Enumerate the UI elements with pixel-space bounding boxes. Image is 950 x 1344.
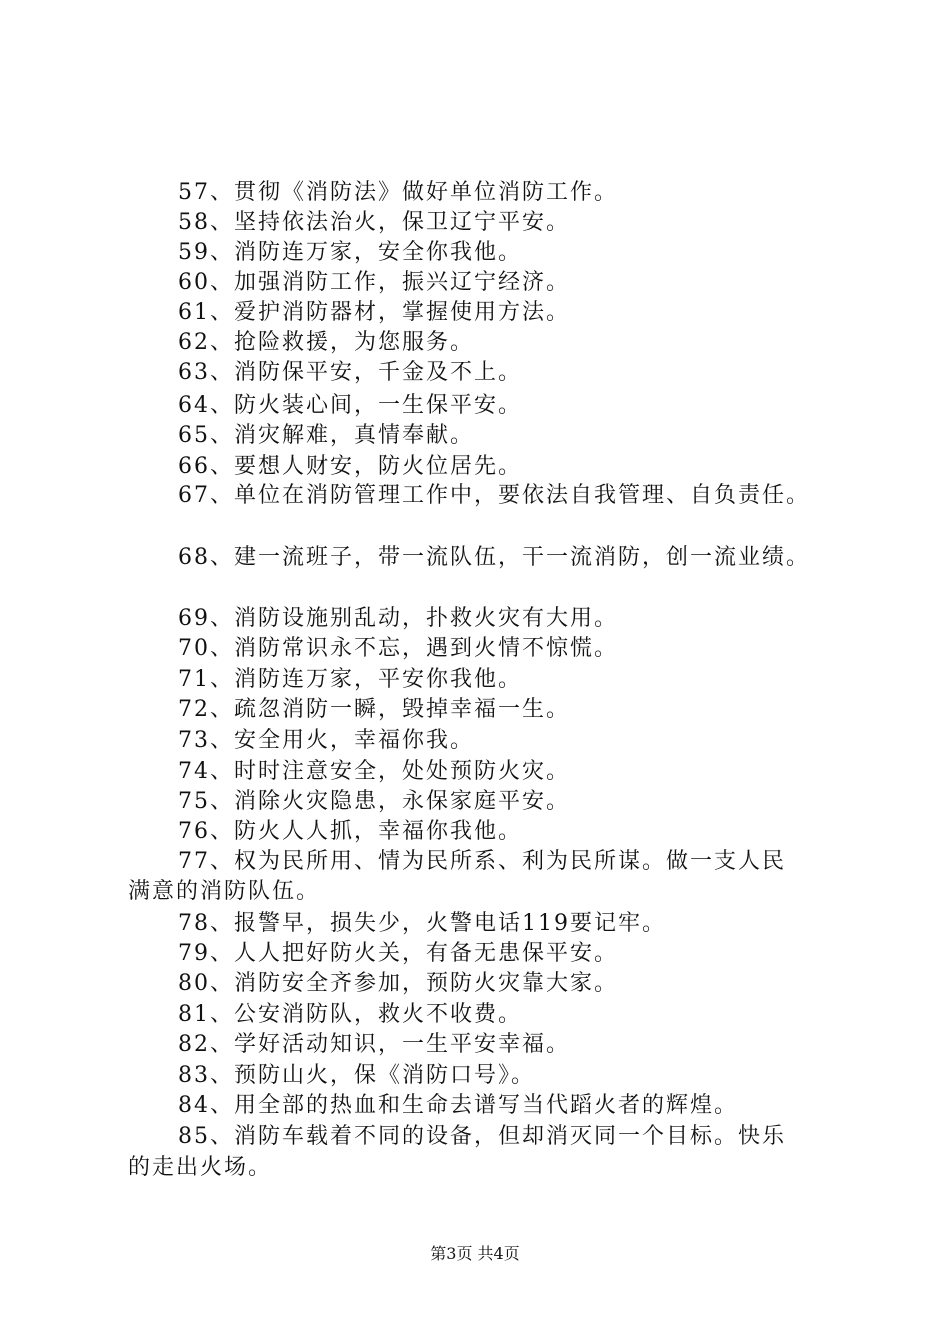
slogan-line: 72、疏忽消防一瞬，毁掉幸福一生。	[178, 697, 570, 722]
slogan-line: 74、时时注意安全，处处预防火灾。	[178, 759, 570, 784]
slogan-line: 59、消防连万家，安全你我他。	[178, 240, 522, 265]
slogan-line: 68、建一流班子，带一流队伍，干一流消防，创一流业绩。	[178, 545, 810, 570]
slogan-line: 85、消防车载着不同的设备，但却消灭同一个目标。快乐	[178, 1124, 786, 1149]
slogan-line-continued: 满意的消防队伍。	[128, 879, 321, 904]
slogan-line: 84、用全部的热血和生命去谱写当代蹈火者的辉煌。	[178, 1093, 738, 1118]
slogan-line: 82、学好活动知识，一生平安幸福。	[178, 1032, 570, 1057]
slogan-line: 79、人人把好防火关，有备无患保平安。	[178, 941, 618, 966]
slogan-line: 61、爱护消防器材，掌握使用方法。	[178, 300, 570, 325]
slogan-line: 75、消除火灾隐患，永保家庭平安。	[178, 789, 570, 814]
slogan-line: 65、消灾解难，真情奉献。	[178, 423, 474, 448]
slogan-line: 69、消防设施别乱动，扑救火灾有大用。	[178, 606, 618, 631]
slogan-line: 80、消防安全齐参加，预防火灾靠大家。	[178, 971, 618, 996]
slogan-line: 63、消防保平安，千金及不上。	[178, 360, 522, 385]
slogan-line: 70、消防常识永不忘，遇到火情不惊慌。	[178, 636, 618, 661]
page-number-footer: 第3页 共4页	[430, 1244, 520, 1263]
slogan-line: 57、贯彻《消防法》做好单位消防工作。	[178, 180, 618, 205]
slogan-line: 66、要想人财安，防火位居先。	[178, 454, 522, 479]
slogan-line-continued: 的走出火场。	[128, 1155, 273, 1180]
slogan-line: 60、加强消防工作，振兴辽宁经济。	[178, 270, 570, 295]
slogan-line: 62、抢险救援，为您服务。	[178, 330, 474, 355]
slogan-line: 64、防火装心间，一生保平安。	[178, 393, 522, 418]
slogan-line: 67、单位在消防管理工作中，要依法自我管理、自负责任。	[178, 483, 810, 508]
slogan-line: 71、消防连万家，平安你我他。	[178, 667, 522, 692]
slogan-line: 81、公安消防队，救火不收费。	[178, 1002, 522, 1027]
slogan-line: 77、权为民所用、情为民所系、利为民所谋。做一支人民	[178, 849, 786, 874]
slogan-line: 83、预防山火，保《消防口号》。	[178, 1063, 535, 1088]
slogan-line: 58、坚持依法治火，保卫辽宁平安。	[178, 210, 570, 235]
slogan-line: 76、防火人人抓，幸福你我他。	[178, 819, 522, 844]
slogan-line: 73、安全用火，幸福你我。	[178, 728, 474, 753]
slogan-line: 78、报警早，损失少，火警电话119要记牢。	[178, 911, 666, 936]
